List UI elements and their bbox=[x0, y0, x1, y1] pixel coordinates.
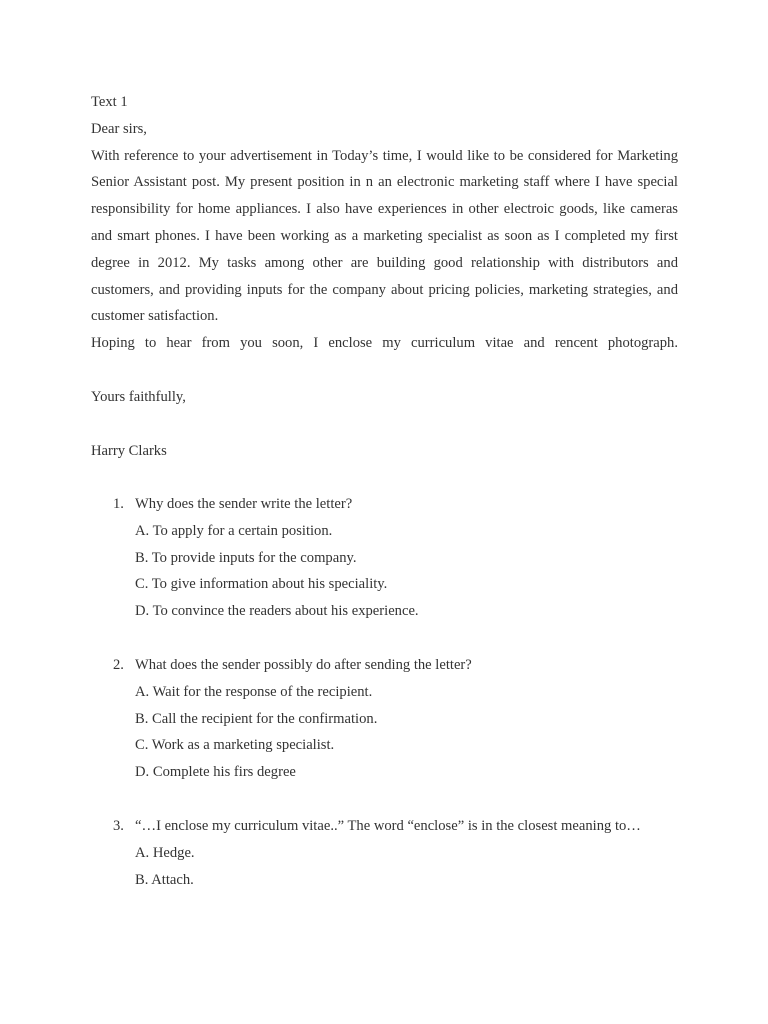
letter-body-line: customers, and providing inputs for the company about pricing policies, marketing strategies, and bbox=[91, 281, 678, 298]
letter bbox=[91, 89, 678, 357]
letter-closing: Yours faithfully, bbox=[91, 389, 186, 405]
answer-option: D. Complete his firs degree bbox=[135, 764, 296, 781]
answer-option: B. To provide inputs for the company. bbox=[135, 549, 357, 566]
answer-option: C. To give information about his speciality. bbox=[135, 576, 388, 593]
question-text: “…I enclose my curriculum vitae..” The word “enclose” is in the closest meaning to… bbox=[135, 818, 641, 834]
letter-body-line: Senior Assistant post. My present position in n an electronic marketing staff where I have special bbox=[91, 174, 678, 191]
letter-body-line: responsibility for home appliances. I also have experiences in other electroic goods, like cameras bbox=[91, 201, 678, 218]
answer-option: C. Work as a marketing specialist. bbox=[135, 737, 335, 754]
question-text: Why does the sender write the letter? bbox=[135, 496, 353, 512]
answer-option: A. To apply for a certain position. bbox=[135, 522, 333, 539]
letter-body-line: With reference to your advertisement in Today’s time, I would like to be considered for Marketing bbox=[91, 147, 678, 164]
letter-body-line: and smart phones. I have been working as a marketing specialist as soon as I completed my first bbox=[91, 227, 678, 244]
letter-closing-block bbox=[91, 384, 678, 411]
letter-heading: Text 1 bbox=[91, 94, 128, 110]
answer-option: B. Call the recipient for the confirmation. bbox=[135, 710, 378, 727]
question-2 bbox=[113, 652, 673, 786]
answer-option: D. To convince the readers about his experience. bbox=[135, 603, 419, 620]
answer-option: B. Attach. bbox=[135, 871, 194, 888]
answer-option: A. Hedge. bbox=[135, 844, 195, 861]
letter-body-line: Hoping to hear from you soon, I enclose my curriculum vitae and rencent photograph. bbox=[91, 335, 678, 352]
letter-signature: Harry Clarks bbox=[91, 443, 167, 459]
question-1 bbox=[113, 491, 673, 625]
letter-body-line: customer satisfaction. bbox=[91, 308, 219, 325]
question-number: 1. bbox=[113, 496, 124, 512]
letter-signature-block bbox=[91, 438, 678, 465]
question-number: 2. bbox=[113, 657, 124, 673]
question-3 bbox=[113, 813, 673, 893]
letter-body-line: degree in 2012. My tasks among other are building good relationship with distributors and bbox=[91, 254, 678, 271]
answer-option: A. Wait for the response of the recipient. bbox=[135, 683, 373, 700]
question-number: 3. bbox=[113, 818, 124, 834]
letter-salutation: Dear sirs, bbox=[91, 120, 147, 137]
question-text: What does the sender possibly do after sending the letter? bbox=[135, 657, 472, 673]
